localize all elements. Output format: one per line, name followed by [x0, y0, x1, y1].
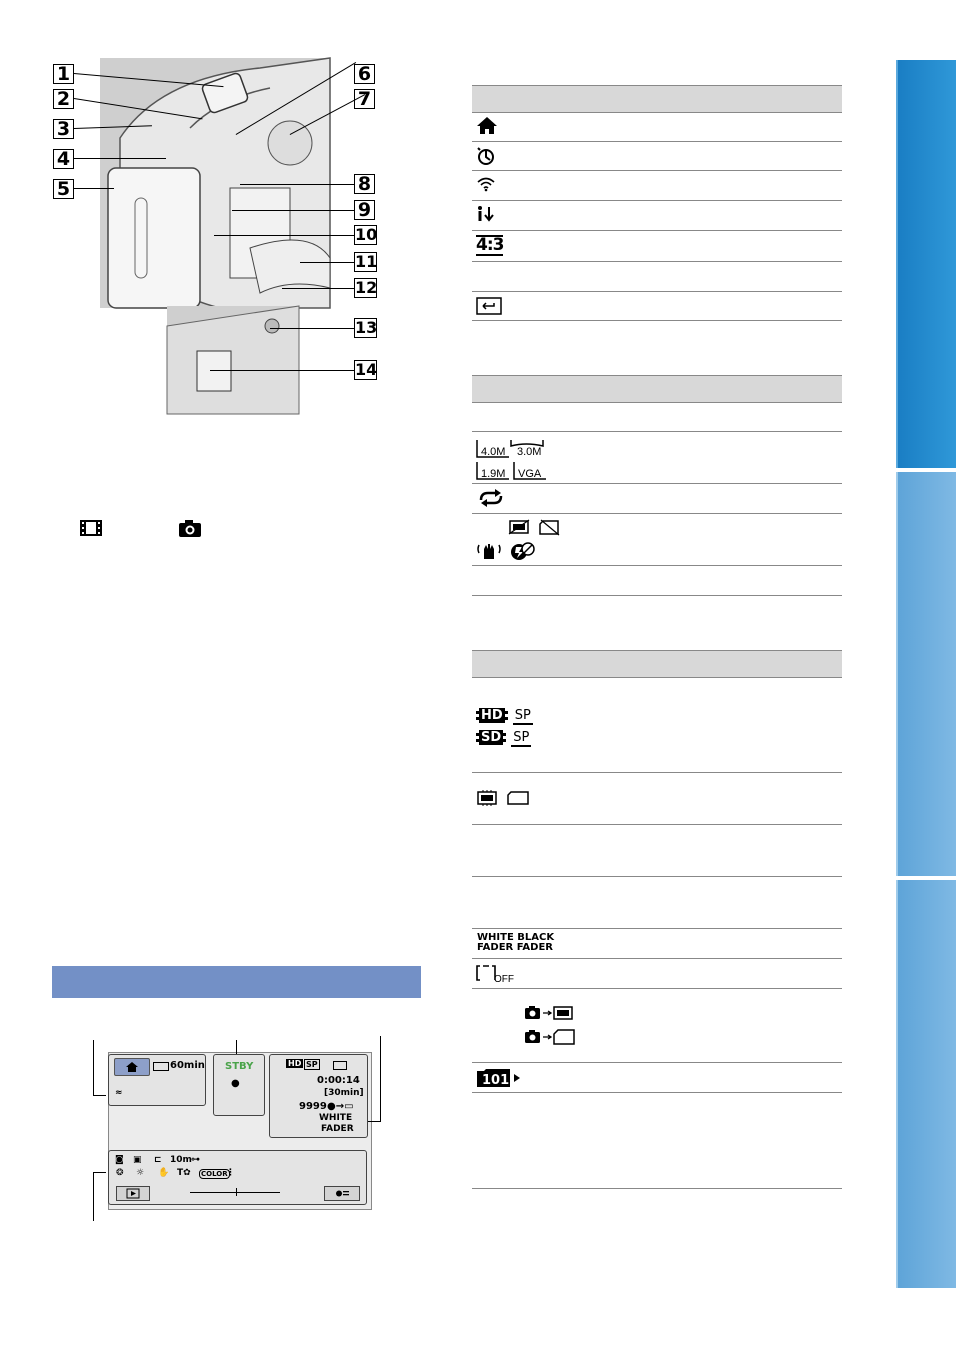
zoom-slider[interactable]: [190, 1191, 280, 1194]
tele-macro-icon: ⊏: [154, 1155, 162, 1165]
callout-6: 6: [354, 64, 375, 84]
callout-11: 11: [355, 252, 378, 271]
callout-7: 7: [354, 89, 375, 109]
leader-12: [282, 288, 354, 289]
rec-mode-icon: ⋮: [226, 1168, 235, 1178]
callout-3: 3: [53, 119, 74, 139]
steady-icon: ✋: [158, 1168, 170, 1178]
play-icon: [117, 1187, 149, 1200]
photo-count: 9999: [299, 1101, 327, 1112]
t3-line-2: [472, 824, 842, 825]
camera-icon: [178, 518, 202, 542]
memory-card-icon: [506, 790, 530, 810]
t1-line-7: [472, 320, 842, 321]
flash-warning-icon: [508, 541, 536, 565]
photo-dest-icon: ●→▭: [327, 1101, 354, 1112]
t1-line-4: [472, 230, 842, 231]
image-size-vga: [513, 460, 549, 484]
fader-icon-line1: WHITE BLACK: [477, 932, 555, 943]
leader-5: [74, 188, 114, 189]
self-timer-icon: [476, 146, 496, 170]
t3-line-3: [472, 876, 842, 877]
cycle-icon: [476, 488, 506, 512]
diagram-line-right: [366, 1036, 381, 1122]
svg-text:3.0M: 3.0M: [517, 446, 542, 458]
callout-12: 12: [355, 278, 378, 297]
image-size-19m: [476, 460, 510, 484]
home-icon: [476, 115, 498, 139]
option-icon: [325, 1187, 359, 1200]
sd-quality-icon: [476, 726, 531, 747]
t3-line-5: [472, 958, 842, 959]
side-tab-1[interactable]: [896, 60, 956, 468]
flash-icon: ❂: [116, 1168, 124, 1178]
image-size-3m: [510, 438, 546, 462]
tele-icon: T✿: [177, 1168, 191, 1178]
callout-10: 10: [355, 225, 378, 244]
key-icon: ⊶: [191, 1155, 200, 1165]
leader-13: [270, 328, 354, 329]
t2-line-4: [472, 565, 842, 566]
diagram-line-left: [93, 1040, 106, 1096]
callout-13: 13: [355, 318, 378, 337]
table-2-header: [472, 375, 842, 403]
card-warning-icon: [538, 518, 562, 540]
svg-text:OFF: OFF: [494, 974, 514, 985]
fader-icon-line2: FADER FADER: [477, 942, 553, 953]
wireless-icon: [476, 175, 496, 197]
folder-icon: [476, 1068, 522, 1092]
timer-value: 10m: [170, 1155, 192, 1165]
leader-9: [232, 210, 354, 211]
callout-2: 2: [53, 89, 74, 109]
scene-icon: ▣: [133, 1155, 142, 1165]
camera-photo-top: [100, 58, 330, 308]
wireless-small-icon: ≈: [115, 1088, 123, 1098]
section-bar: [52, 966, 421, 998]
hd-sp-tag: SP: [514, 708, 531, 723]
callout-5: 5: [53, 179, 74, 199]
side-tab-3[interactable]: [896, 880, 956, 1288]
face-icon: ◙: [115, 1155, 124, 1165]
home-button[interactable]: [114, 1058, 150, 1076]
t3-line-6: [472, 988, 842, 989]
playback-button[interactable]: [116, 1186, 150, 1201]
callout-8: 8: [354, 174, 375, 194]
hd-quality-icon: [476, 704, 533, 725]
time-counter: 0:00:14: [317, 1075, 360, 1086]
svg-text:1.9M: 1.9M: [481, 468, 506, 480]
leader-14: [210, 370, 354, 371]
sd-sp-tag: SP: [513, 730, 530, 745]
quality-small-icon: HD: [288, 1059, 302, 1068]
sd-tag: SD: [476, 730, 506, 745]
mode-small-icon: ●: [231, 1078, 240, 1089]
t1-line-2: [472, 170, 842, 171]
remaining-time: [30min]: [324, 1088, 364, 1098]
svg-text:4.0M: 4.0M: [481, 446, 506, 458]
t3-line-9: [472, 1188, 842, 1189]
table-3-header: [472, 650, 842, 678]
fader-white: WHITE: [319, 1113, 353, 1123]
callout-4: 4: [53, 149, 74, 169]
internal-memory-icon: [477, 790, 499, 810]
battery-time: 60min: [170, 1060, 205, 1071]
t3-line-7: [472, 1062, 842, 1063]
photo-to-card-icon: [524, 1028, 580, 1050]
t1-line-6: [472, 291, 842, 292]
diagram-line-center: [236, 1040, 237, 1054]
leader-10: [214, 235, 354, 236]
quality-small-sp: SP: [306, 1060, 318, 1069]
svg-text:VGA: VGA: [518, 468, 542, 480]
callout-14: 14: [355, 360, 378, 379]
leader-4: [74, 158, 166, 159]
callout-1: 1: [53, 64, 74, 84]
diagram-line-bottom: [93, 1172, 106, 1221]
image-size-4m: [476, 438, 510, 462]
photo-to-memory-icon: [524, 1004, 580, 1026]
fader-fader: FADER: [321, 1124, 354, 1134]
shake-warning-icon: [476, 541, 502, 565]
sun-icon: ☼: [136, 1168, 145, 1178]
return-icon: [476, 297, 502, 319]
t2-line-1: [472, 431, 842, 432]
t2-line-3: [472, 513, 842, 514]
data-transfer-icon: [476, 205, 498, 227]
table-1-header: [472, 85, 842, 113]
option-button[interactable]: [324, 1186, 360, 1201]
status-stby: STBY: [225, 1061, 254, 1072]
camera-photo-bottom: [167, 306, 299, 414]
aspect-ratio-icon: 4:3: [476, 235, 504, 255]
t1-line-3: [472, 200, 842, 201]
hd-tag: HD: [476, 708, 508, 723]
leader-8: [240, 184, 354, 185]
t1-line-5: [472, 261, 842, 262]
t3-line-8: [472, 1092, 842, 1093]
lcd-off-icon: [476, 963, 514, 987]
leader-11: [300, 262, 354, 263]
side-tab-2[interactable]: [896, 472, 956, 876]
t3-line-1: [472, 772, 842, 773]
memory-warning-icon: [508, 518, 532, 540]
t2-line-5: [472, 595, 842, 596]
svg-text:101: 101: [482, 1073, 510, 1088]
home-icon: [115, 1059, 149, 1075]
callout-9: 9: [354, 200, 375, 220]
camera-body-illustration: [100, 58, 330, 308]
memory-small-icon: [333, 1061, 347, 1070]
color-tag: COLOR: [201, 1170, 228, 1178]
film-icon: [79, 518, 103, 542]
t1-line-1: [472, 141, 842, 142]
t3-line-4: [472, 928, 842, 929]
battery-icon: [153, 1062, 169, 1071]
